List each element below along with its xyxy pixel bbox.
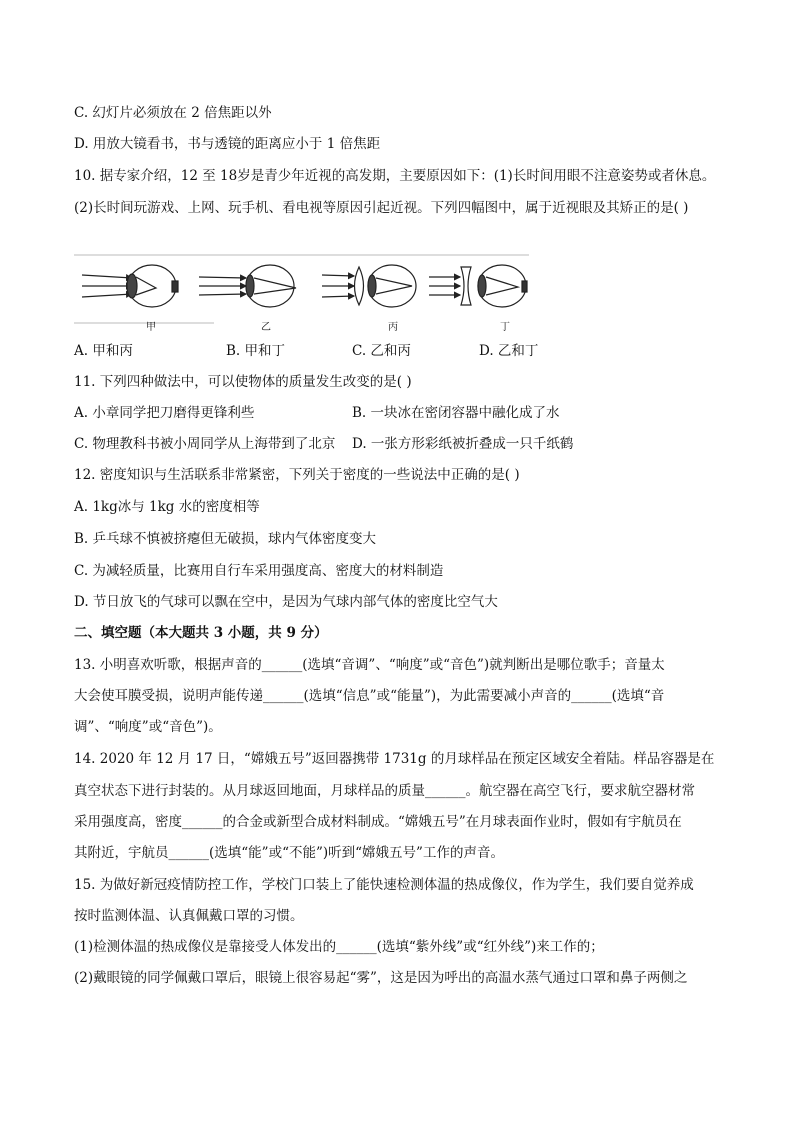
figure-label-yi: 乙 (261, 322, 271, 333)
question-10-line-2: (2)长时间玩游戏、上网、玩手机、看电视等原因引起近视。下列四幅图中，属于近视眼及其矫正的是( ) (74, 200, 689, 216)
section-heading: 二、填空题（本大题共 3 小题，共 9 分） (74, 625, 328, 641)
question-14-line-4: 其附近，宇航员______(选填“能”或“不能”)听到“嫦娥五号”工作的声音。 (74, 845, 504, 861)
question-14-line-3: 采用强度高，密度______的合金或新型合成材料制成。“嫦娥五号”在月球表面作业时，假如有宇航员在 (74, 814, 682, 830)
eye-diagram-bing (322, 265, 416, 307)
question-10-line-1: 10. 据专家介绍，12 至 18岁是青少年近视的高发期，主要原因如下：(1)长时间用眼不注意姿势或者休息。 (74, 168, 716, 184)
q12-option-b: B. 乒乓球不慎被挤瘪但无破损，球内气体密度变大 (74, 531, 377, 547)
question-13-line-2: 大会使耳膜受损，说明声能传递______(选填“信息”或“能量”)，为此需要减小声音的______(选填“音 (74, 688, 665, 704)
q12-option-c: C. 为减轻质量，比赛用自行车采用强度高、密度大的材料制造 (74, 563, 444, 579)
option-c-line: C. 幻灯片必须放在 2 倍焦距以外 (74, 105, 272, 121)
q10-option-b: B. 甲和丁 (226, 343, 286, 359)
q10-option-a: A. 甲和丙 (74, 343, 133, 359)
eye-diagrams-figure (74, 253, 534, 335)
q11-option-c: C. 物理教科书被小周同学从上海带到了北京 (74, 436, 336, 452)
question-14-line-2: 真空状态下进行封装的。从月球返回地面，月球样品的质量______。航空器在高空飞行，要求航空器材常 (74, 783, 695, 799)
question-12: 12. 密度知识与生活联系非常紧密，下列关于密度的一些说法中正确的是( ) (74, 467, 520, 483)
question-15-line-2: 按时监测体温、认真佩戴口罩的习惯。 (74, 908, 304, 924)
q11-option-d: D. 一张方形彩纸被折叠成一只千纸鹤 (352, 436, 574, 452)
question-14-line-1: 14. 2020 年 12 月 17 日，“嫦娥五号”返回器携带 1731g 的月球样品在预定区域安全着陆。样品容器是在 (74, 751, 715, 767)
q12-option-d: D. 节日放飞的气球可以飘在空中，是因为气球内部气体的密度比空气大 (74, 594, 498, 610)
figure-label-bing: 丙 (388, 322, 398, 333)
question-13-line-1: 13. 小明喜欢听歌，根据声音的______(选填“音调”、“响度”或“音色”)就判断出是哪位歌手；音量太 (74, 657, 665, 673)
question-15-part-1: (1)检测体温的热成像仪是靠接受人体发出的______(选填“紫外线”或“红外线”)来工作的； (74, 939, 604, 955)
question-11: 11. 下列四种做法中，可以使物体的质量发生改变的是( ) (74, 374, 412, 390)
question-15-line-1: 15. 为做好新冠疫情防控工作，学校门口装上了能快速检测体温的热成像仪，作为学生，我们要自觉养成 (74, 877, 694, 893)
eye-diagram-ding (429, 265, 527, 307)
q11-option-b: B. 一块冰在密闭容器中融化成了水 (352, 405, 560, 421)
option-d-line: D. 用放大镜看书，书与透镜的距离应小于 1 倍焦距 (74, 136, 381, 152)
figure-label-jia: 甲 (146, 322, 156, 333)
question-13-line-3: 调”、“响度”或“音色”)。 (74, 719, 222, 735)
eye-diagram-yi (199, 265, 296, 307)
q11-option-a: A. 小章同学把刀磨得更锋利些 (74, 405, 255, 421)
eye-diagram-jia (82, 265, 178, 307)
figure-label-ding: 丁 (500, 322, 510, 333)
question-15-part-2: (2)戴眼镜的同学佩戴口罩后，眼镜上很容易起“雾”，这是因为呼出的高温水蒸气通过口罩和鼻子两侧之 (74, 970, 688, 986)
q10-option-d: D. 乙和丁 (479, 343, 539, 359)
q12-option-a: A. 1kg冰与 1kg 水的密度相等 (74, 499, 260, 515)
q10-option-c: C. 乙和丙 (352, 343, 411, 359)
